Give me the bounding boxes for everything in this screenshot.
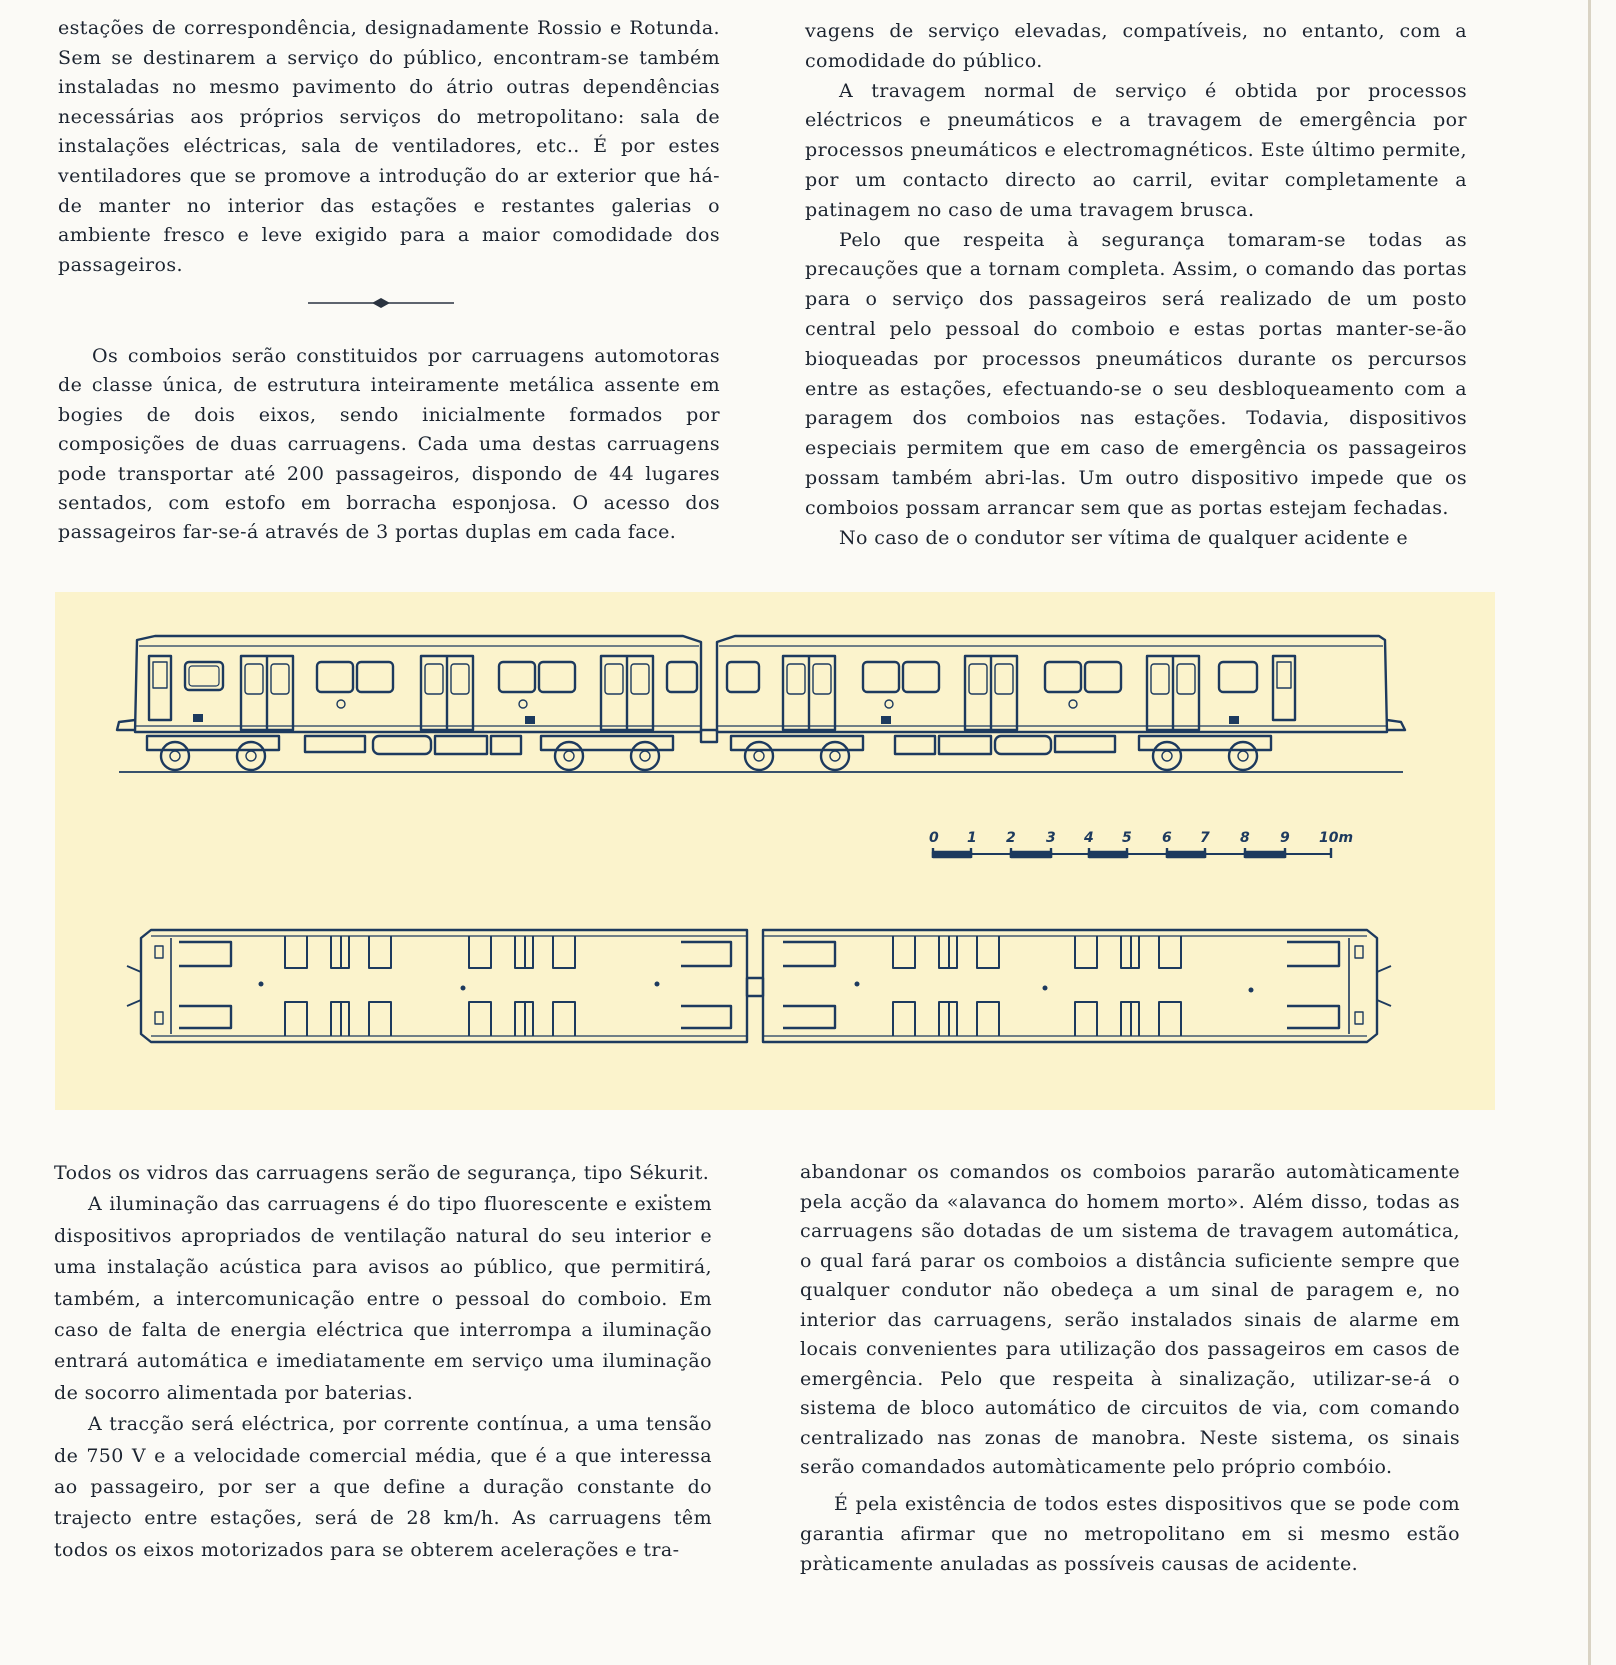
scale-label: 4 (1084, 830, 1094, 846)
paragraph: Pelo que respeita à segurança tomaram-se todas as precauções que a tornam completa. Assim, o comando das portas para o serviço dos passageiros será realizado de um posto central pelo pessoal do comboio e estas portas manter-se-ão bioqueadas por processos pneumáticos durante os percursos entre as estações, efectuando-se o seu desbloqueamento com a paragem dos comboios nas estações. Todavia, dispositivos especiais permitem que em caso de emergência os passageiros possam também abri-las. Um outro dispositivo impede que os comboios possam arrancar sem que as portas estejam fechadas. (805, 228, 1467, 519)
paragraph: A tracção será eléctrica, por corrente contínua, a uma tensão de 750 V e a velocidade comercial média, que é a que interessa ao passageiro, por ser a que define a duração constante do trajecto entre estações, será de 28 km/h. As carruagens têm todos os eixos motorizados para se obterem acelerações e tra- (54, 1413, 712, 1561)
top-right-column (805, 17, 1467, 553)
paragraph: estações de correspondência, designadamente Rossio e Rotunda. Sem se destinarem a serviço do público, encontram-se também instaladas no mesmo pavimento do átrio outras dependências necessárias aos próprios serviços do metropolitano: sala de instalações eléctricas, sala de ventiladores, etc.. É por estes ventiladores que se promove a introdução do ar exterior que há-de manter no interior das estações e restantes galerias o ambiente fresco e leve exigido para a maior comodidade dos passageiros. (58, 17, 720, 276)
scale-label: 9 (1280, 830, 1290, 846)
scale-label: 2 (1006, 830, 1016, 846)
paragraph: No caso de o condutor ser vítima de qualquer acidente e (839, 526, 1409, 549)
scale-bar (933, 848, 1331, 858)
paragraph: A travagem normal de serviço é obtida por processos eléctricos e pneumáticos e a travagem de emergência por processos pneumáticos e electromagnéticos. Este último permite, por um contacto directo ao carril, evitar completamente a patinagem no caso de uma travagem brusca. (805, 79, 1467, 221)
scale-label: 8 (1240, 830, 1250, 846)
paragraph: abandonar os comandos os comboios pararão automàticamente pela acção da «alavanca do homem morto». Além disso, todas as carruagens são dotadas de um sistema de travagem automática, o qual fará parar os comboios a distância suficiente sempre que qualquer condutor não obedeça a um sinal de paragem e, no interior das carruagens, serão instalados sinais de alarme em locais convenientes para utilização dos passageiros em casos de emergência. Pelo que respeita à sinalização, utilizar-se-á o sistema de bloco automático de circuitos de via, com comando centralizado nas zonas de manobra. Neste sistema, os sinais serão comandados automàticamente pelo próprio combóio. (800, 1161, 1460, 1478)
bottom-left-column (54, 1158, 712, 1566)
scale-label: 6 (1162, 830, 1172, 846)
scale-label: 7 (1200, 830, 1210, 846)
plan-view (127, 930, 1391, 1042)
scale-label: 1 (967, 830, 977, 846)
scale-label: 10m (1319, 830, 1354, 846)
top-left-column (58, 14, 720, 280)
paragraph: vagens de serviço elevadas, compatíveis, no entanto, com a comodidade do público. (805, 20, 1467, 72)
paragraph: Os comboios serão constituidos por carruagens automotoras de classe única, de estrutura inteiramente metálica assente em bogies de dois eixos, sendo inicialmente formados por composições de duas carruagens. Cada uma destas carruagens pode transportar até 200 passageiros, dispondo de 44 lugares sentados, com estofo em borracha esponjosa. O acesso dos passageiros far-se-á através de 3 portas duplas em cada face. (58, 345, 720, 544)
top-left-column-lower (58, 342, 720, 548)
scale-label: 3 (1046, 830, 1056, 846)
scale-labels (929, 830, 1353, 846)
bogie (541, 736, 673, 770)
page-edge (1588, 0, 1591, 1665)
paragraph: Todos os vidros das carruagens serão de segurança, tipo Sékurit. (54, 1162, 710, 1184)
scale-label: 0 (929, 830, 939, 846)
bogie (731, 736, 863, 770)
paragraph: A iluminação das carruagens é do tipo fluorescente e existem dispositivos apropriados de ventilação natural do seu interior e uma instalação acústica para avisos ao público, que permitirá, também, a intercomunicação entre o pessoal do comboio. Em caso de falta de energia eléctrica que interrompa a iluminação entrará automática e imediatamente em serviço uma iluminação de socorro alimentada por baterias. (54, 1193, 712, 1404)
paragraph: É pela existência de todos estes dispositivos que se pode com garantia afirmar que no metropolitano em si mesmo estão pràticamente anuladas as possíveis causas de acidente. (800, 1492, 1460, 1575)
section-divider (308, 292, 454, 314)
side-elevation (117, 636, 1405, 772)
bogie (1139, 736, 1271, 770)
bottom-right-column (800, 1158, 1460, 1579)
scale-label: 5 (1122, 830, 1132, 846)
train-drawing (55, 592, 1495, 1110)
bogie (147, 736, 279, 770)
train-drawing-figure (55, 592, 1495, 1110)
